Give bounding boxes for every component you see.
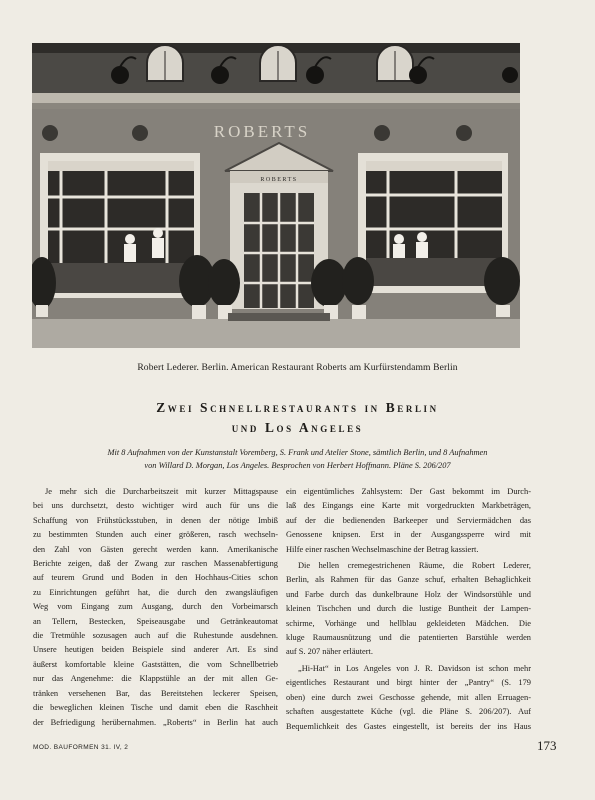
text-line: zu bestimmten Stunden auch einer größeren, rasch wechseln- [33, 530, 278, 540]
text-line: Je mehr sich die Durcharbeitszeit mit kurzer Mittagspause [45, 487, 278, 496]
text-line: an Tellern, Bestecken, Speiseausgabe und Getränkeautomat [33, 616, 278, 626]
text-line: „Hi-Hat“ in Los Angeles von J. R. Davidson ist schon mehr [298, 663, 531, 673]
text-line: Bequemlichkeit des Gastes eingestellt, ist bereits der ins Haus [286, 721, 531, 731]
subtitle-line: Mit 8 Aufnahmen von der Kunstanstalt Voremberg, S. Frank und Atelier Stone, sämtlich Berlin, und 8 Aufnahmen [107, 448, 488, 457]
text-line: Berlin, als Rahmen für das Ganze schuf, erhalten Behaglichkeit [286, 575, 531, 585]
title-line: Zwei Schnellrestaurants in Berlin [156, 400, 439, 415]
text-line: Die hellen cremegestrichenen Räume, die Robert Lederer, [298, 561, 531, 571]
door-sign-text: ROBERTS [260, 177, 298, 183]
subtitle-line: von Willard D. Morgan, Los Angeles. Besprochen von Herbert Hoffmann. Pläne S. 206/207 [144, 461, 451, 470]
text-line: auf S. 207 näher erläutert. [286, 647, 373, 657]
right-column [286, 485, 531, 734]
text-line: schirme, Vorhänge und hellblau gekleideten Mädchen. Die [286, 618, 531, 628]
text-line: Hilfe einer raschen Wechselmaschine der Betrag kassiert. [286, 544, 479, 554]
restaurant-facade-photo [32, 43, 520, 348]
text-line: und Farbe durch das dunkelbraune Holz der Windsorstühle und [286, 589, 531, 599]
text-line: Berichte zeigen, daß der Zwang zur raschen Massenabfertigung [33, 559, 278, 569]
text-line: die Tretmühle sozusagen auch auf die Ruhestunde ausdehnen. [33, 631, 278, 641]
text-line: auf teurem Grund und Boden in den Hochhaus-Cities schon [33, 573, 278, 583]
text-line: kluge Raumausnützung und die patentierten Barstühle werden [286, 633, 531, 643]
article-title [0, 398, 595, 438]
text-line: den Zahl von Gästen gerecht werden kann. Amerikanische [33, 544, 278, 554]
text-line: äußerst komfortable kleine Gaststätten, die vom Schnellbetrieb [33, 659, 278, 669]
photo-caption: Robert Lederer. Berlin. American Restaurant Roberts am Kurfürstendamm Berlin [137, 362, 458, 373]
text-line: bei uns durchsetzt, desto wichtiger wird auch für uns die [33, 501, 278, 511]
text-line: Genossene knipsen. Erst in der Ausgangssperre wird mit [286, 530, 531, 540]
article-subtitle [40, 446, 555, 472]
text-line: laß des Eingangs eine Karte mit vorgedruckten Markbeträgen, [286, 501, 531, 511]
text-line: Weg vom Eingang zum Ausgang, durch den Vorbeimarsch [33, 602, 278, 612]
page-number: 173 [537, 738, 557, 753]
text-line: zu Einrichtungen geführt hat, die durch den zwangsläufigen [33, 587, 278, 597]
text-line: tränken versehenen Bar, das Bereitstehen leckerer Speisen, [33, 688, 278, 698]
text-line: Unsere heutigen beiden Beispiele sind anderer Art. Es sind [33, 645, 278, 655]
journal-footer: MOD. BAUFORMEN 31. IV, 2 [33, 744, 129, 751]
text-line: ein eigentümliches Zahlsystem: Der Gast bekommt im Durch- [286, 487, 531, 496]
text-line: nur das Angenehme: die Klappstühle an der mit allen Ge- [33, 674, 278, 684]
text-line: die beweglichen kleinen Tische und damit eben die Raschheit [33, 703, 278, 713]
text-line: oben) eine durch zwei Geschosse gehende, mit allen Erruagen- [286, 692, 531, 702]
text-line: kleinen Tischchen und durch die lustige Buntheit der Lampen- [286, 604, 531, 614]
text-line: Schaffung von Frühstücksstuben, in denen der nötige Imbiß [33, 515, 278, 525]
facade-sign-text: ROBERTS [213, 122, 311, 141]
title-line: und Los Angeles [231, 420, 364, 435]
text-line: eigentliches Restaurant und birgt hinter der „Pantry“ (S. 179 [286, 678, 531, 688]
text-line: auf der die bedienenden Barkeeper und Serviermädchen das [286, 515, 531, 525]
left-column [33, 485, 278, 730]
text-line: schaften ausgestattete Küche (vgl. die Pläne S. 206/207). Auf [286, 707, 531, 717]
text-line: der Befriedigung herübernahmen. „Roberts“ in Berlin hat auch [33, 717, 278, 727]
